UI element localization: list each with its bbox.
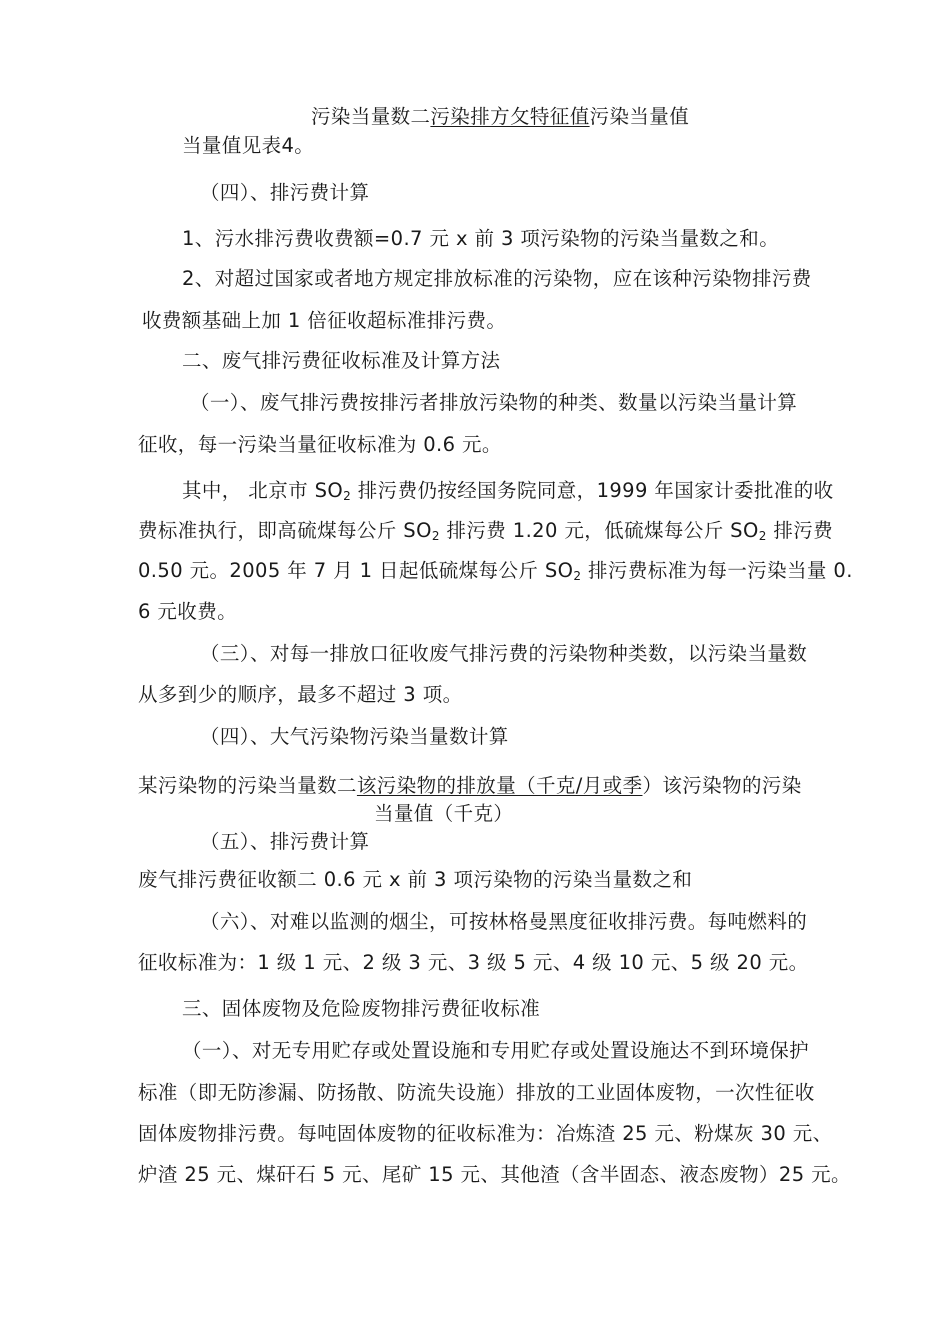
text-line: 从多到少的顺序，最多不超过 3 项。: [138, 683, 463, 706]
text-line: 征收标准为：1 级 1 元、2 级 3 元、3 级 5 元、4 级 10 元、5 级 20 元。: [138, 951, 809, 974]
text-line: 6 元收费。: [138, 600, 238, 623]
formula-numerator: 该污染物的排放量（千克/月或季: [356, 774, 643, 797]
text-line: [138, 558, 853, 584]
subscript: 2: [431, 529, 440, 543]
text-fragment: 费标准执行，即高硫煤每公斤 SO: [138, 519, 432, 542]
formula-denominator: 当量值（千克）: [374, 802, 514, 825]
subscript: 2: [573, 569, 582, 583]
section-heading: 三、固体废物及危险废物排污费征收标准: [182, 997, 541, 1020]
section-heading: （五）、排污费计算: [200, 830, 370, 853]
text-line: [182, 478, 834, 504]
text-line: 1、污水排污费收费额=0.7 元 x 前 3 项污染物的污染当量数之和。: [182, 227, 780, 250]
text-line: 当量值见表4。: [182, 134, 315, 157]
text-line: （六）、对难以监测的烟尘，可按林格曼黑度征收排污费。每吨燃料的: [200, 910, 808, 933]
text-line: 2、对超过国家或者地方规定排放标准的污染物，应在该种污染物排污费: [182, 267, 812, 290]
formula-water-equivalent: [311, 104, 689, 130]
text-fragment: 排污费标准为每一污染当量 0.: [581, 559, 853, 582]
text-fragment: 排污费: [766, 519, 834, 542]
formula-right: 污染当量值: [589, 105, 690, 128]
formula-left: 污染当量数二: [311, 105, 431, 128]
section-heading: （四）、排污费计算: [200, 181, 370, 204]
section-heading: （四）、大气污染物污染当量数计算: [200, 725, 509, 748]
formula-right: ）该污染物的污染: [642, 774, 802, 797]
text-line: 征收，每一污染当量征收标准为 0.6 元。: [138, 433, 502, 456]
text-fragment: 排污费仍按经国务院同意，1999 年国家计委批准的收: [351, 479, 834, 502]
formula-numerator: 污染排方攵特征值: [430, 105, 590, 128]
text-line: （一）、废气排污费按排污者排放污染物的种类、数量以污染当量计算: [190, 391, 798, 414]
text-fragment: 其中， 北京市 SO: [182, 479, 344, 502]
text-fragment: 排污费 1.20 元，低硫煤每公斤 SO: [439, 519, 759, 542]
text-line: 废气排污费征收额二 0.6 元 x 前 3 项污染物的污染当量数之和: [138, 868, 693, 891]
formula-air-equivalent: [138, 773, 802, 799]
text-line: （一）、对无专用贮存或处置设施和专用贮存或处置设施达不到环境保护: [182, 1039, 810, 1062]
text-line: 收费额基础上加 1 倍征收超标准排污费。: [142, 309, 507, 332]
text-line: 炉渣 25 元、煤矸石 5 元、尾矿 15 元、其他渣（含半固态、液态废物）25 元。: [138, 1163, 851, 1186]
text-line: 标准（即无防渗漏、防扬散、防流失设施）排放的工业固体废物，一次性征收: [138, 1081, 815, 1104]
text-line: 固体废物排污费。每吨固体废物的征收标准为：冶炼渣 25 元、粉煤灰 30 元、: [138, 1122, 833, 1145]
subscript: 2: [343, 489, 352, 503]
text-line: [138, 518, 833, 544]
formula-left: 某污染物的污染当量数二: [138, 774, 357, 797]
text-fragment: 0.50 元。2005 年 7 月 1 日起低硫煤每公斤 SO: [138, 559, 574, 582]
subscript: 2: [758, 529, 767, 543]
section-heading: 二、废气排污费征收标准及计算方法: [182, 349, 501, 372]
text-line: （三）、对每一排放口征收废气排污费的污染物种类数，以污染当量数: [200, 642, 808, 665]
